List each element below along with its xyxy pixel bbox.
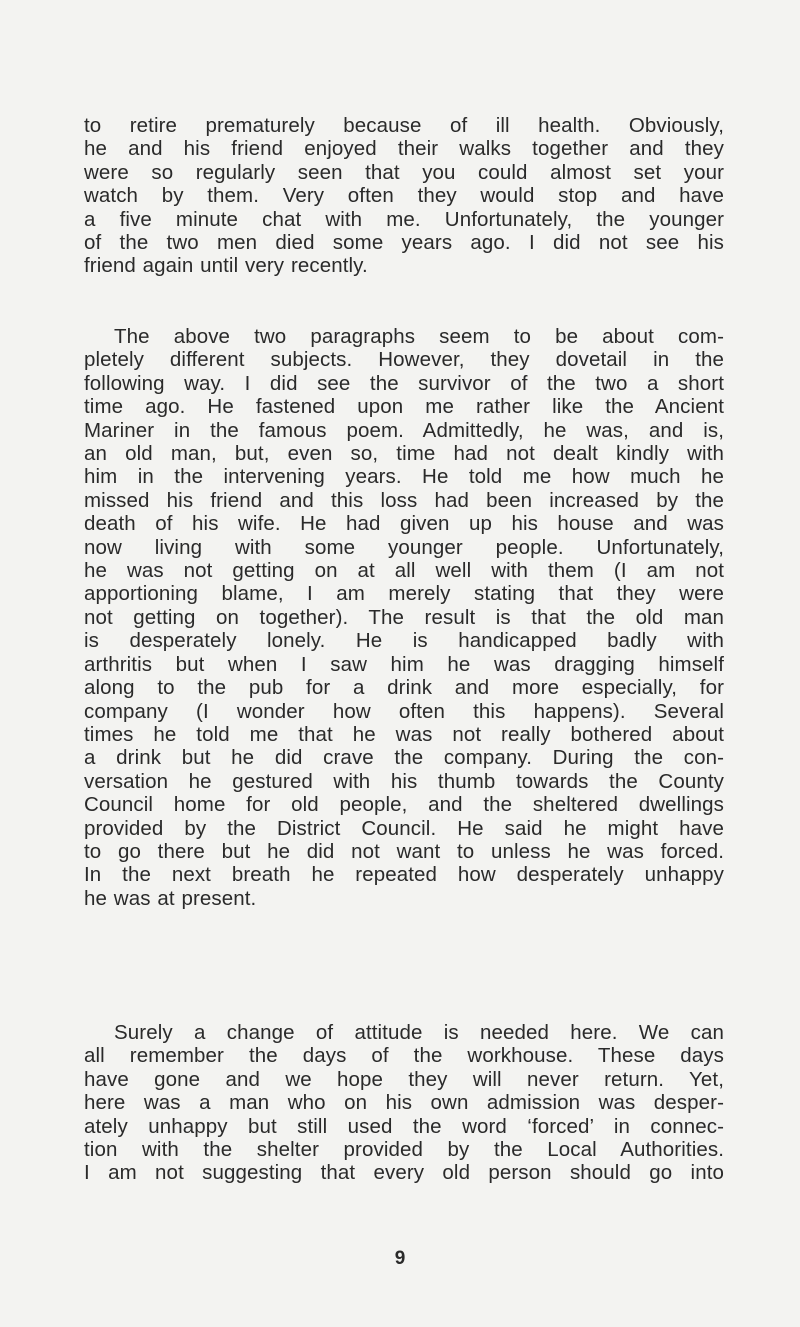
text-line: time ago. He fastened upon me rather like the Ancient (84, 395, 724, 419)
text-line: along to the pub for a drink and more especially, for (84, 676, 724, 700)
text-line: tion with the shelter provided by the Local Authorities. (84, 1138, 724, 1162)
paragraph-1 (84, 114, 724, 278)
paragraph-3 (84, 1021, 724, 1185)
text-line: In the next breath he repeated how desperately unhappy (84, 863, 724, 887)
text-line: I am not suggesting that every old person should go into (84, 1161, 724, 1185)
text-line: The above two paragraphs seem to be about com- (114, 325, 724, 348)
text-line: following way. I did see the survivor of the two a short (84, 371, 724, 395)
paragraph-2 (84, 325, 724, 910)
text-line: he was at present. (84, 886, 257, 910)
text-line: were so regularly seen that you could almost set your (84, 160, 724, 184)
text-line: have gone and we hope they will never return. Yet, (84, 1067, 724, 1091)
text-line: him in the intervening years. He told me how much he (84, 465, 724, 489)
text-line: here was a man who on his own admission was desper- (84, 1091, 724, 1115)
text-line: is desperately lonely. He is handicapped badly with (84, 629, 724, 653)
text-line: a five minute chat with me. Unfortunately, the younger (84, 207, 724, 231)
text-line: company (I wonder how often this happens). Several (84, 699, 724, 723)
text-line: pletely different subjects. However, they dovetail in the (84, 348, 724, 372)
text-line: watch by them. Very often they would stop and have (84, 184, 724, 208)
text-line: Mariner in the famous poem. Admittedly, he was, and is, (84, 418, 724, 442)
text-line: times he told me that he was not really bothered about (84, 722, 724, 746)
text-line: he and his friend enjoyed their walks together and they (84, 137, 724, 161)
text-line: of the two men died some years ago. I did not see his (84, 231, 724, 255)
text-line: Council home for old people, and the sheltered dwellings (84, 793, 724, 817)
text-line: death of his wife. He had given up his house and was (84, 512, 724, 536)
page-number: 9 (394, 1248, 406, 1269)
text-line: all remember the days of the workhouse. These days (84, 1044, 724, 1068)
text-line: ately unhappy but still used the word ‘forced’ in connec- (84, 1114, 724, 1138)
text-line: apportioning blame, I am merely stating that they were (84, 582, 724, 606)
text-line: he was not getting on at all well with them (I am not (84, 559, 724, 583)
text-line: an old man, but, even so, time had not dealt kindly with (84, 442, 724, 466)
text-line: to go there but he did not want to unless he was forced. (84, 839, 724, 863)
text-line: provided by the District Council. He said he might have (84, 816, 724, 840)
text-line: Surely a change of attitude is needed here. We can (114, 1021, 724, 1044)
text-line: arthritis but when I saw him he was dragging himself (84, 652, 724, 676)
text-line: a drink but he did crave the company. During the con- (84, 746, 724, 770)
text-line: missed his friend and this loss had been increased by the (84, 488, 724, 512)
text-line: not getting on together). The result is that the old man (84, 605, 724, 629)
text-line: versation he gestured with his thumb towards the County (84, 769, 724, 793)
text-line: to retire prematurely because of ill health. Obviously, (84, 114, 724, 137)
text-line: now living with some younger people. Unfortunately, (84, 535, 724, 559)
text-line: friend again until very recently. (84, 254, 368, 278)
